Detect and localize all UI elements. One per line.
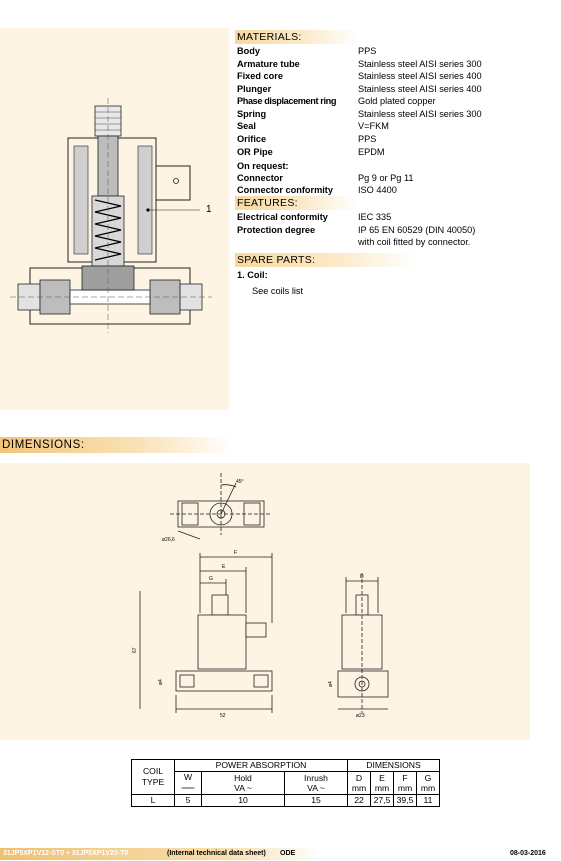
dimensions-drawing-panel (0, 463, 530, 740)
material-value: Stainless steel AISI series 400 (358, 71, 482, 81)
material-value: Stainless steel AISI series 300 (358, 58, 482, 69)
material-value: Gold plated copper (358, 96, 436, 106)
footer (0, 848, 561, 860)
material-label: Plunger (237, 83, 272, 94)
section-callout-label: 1 (206, 204, 212, 215)
material-value: PPS (358, 134, 377, 144)
top-view-drawing (170, 473, 272, 539)
table-cell-hold: 10 (202, 795, 285, 807)
valve-section-drawing (0, 28, 229, 410)
table-cell-type: L (132, 795, 175, 807)
front-view-drawing (140, 553, 272, 713)
table-row (132, 795, 440, 807)
table-cell-e: 27,5 (371, 795, 394, 807)
table-cell-inrush: 15 (285, 795, 348, 807)
table-header-g: G mm (417, 772, 440, 795)
table-cell-w: 5 (175, 795, 202, 807)
side-view-base-label: ø23 (356, 713, 365, 719)
material-value: PPS (358, 46, 377, 56)
footer-code: 31JP5XP1V12-ST0 ÷ 31JP5XP1V23-T0 (3, 850, 129, 857)
material-label: Phase displacement ring (237, 96, 337, 106)
coil-spec-table (131, 759, 440, 807)
feature-value: IEC 335 (358, 212, 392, 222)
on-request-label: On request: (237, 161, 289, 171)
material-label: Fixed core (237, 71, 283, 81)
feature-value-continued: with coil fitted by connector. (358, 237, 471, 247)
material-label: Orifice (237, 134, 267, 144)
table-header-hold: Hold VA ~ (202, 772, 285, 795)
side-view-D-label: D (360, 574, 364, 580)
material-label: Seal (237, 121, 256, 131)
footer-date: 08-03-2016 (510, 850, 546, 857)
dimensions-header: DIMENSIONS: (0, 437, 232, 453)
side-view-port-label: ø4 (328, 681, 334, 687)
feature-value: IP 65 EN 60529 (DIN 40050) (358, 225, 476, 235)
footer-brand: ODE (280, 850, 296, 857)
table-header-f: F mm (394, 772, 417, 795)
table-cell-g: 11 (417, 795, 440, 807)
material-label: Body (237, 46, 260, 56)
section-drawing-panel (0, 28, 229, 410)
front-view-height-label: 67 (132, 647, 138, 653)
top-view-angle-label: 45° (236, 479, 244, 485)
material-label: Armature tube (237, 58, 300, 69)
front-view-G-label: G (209, 576, 213, 582)
material-label: OR Pipe (237, 146, 273, 157)
material-label: Connector (237, 173, 283, 183)
material-value: Stainless steel AISI series 400 (358, 83, 482, 94)
material-value: Pg 9 or Pg 11 (358, 173, 414, 183)
dimension-drawings (0, 463, 530, 740)
material-value: ISO 4400 (358, 185, 397, 195)
table-header-w: W ═══ (175, 772, 202, 795)
top-view-dia-label: ø26,6 (162, 537, 175, 543)
table-cell-d: 22 (348, 795, 371, 807)
material-value: V=FKM (358, 121, 389, 131)
side-view-drawing (338, 573, 388, 713)
footer-note: (Internal technical data sheet) (167, 850, 266, 857)
front-view-port-label: ø4 (158, 679, 164, 685)
material-label: Spring (237, 108, 267, 119)
table-header-dimensions: DIMENSIONS (348, 760, 440, 772)
features-header: FEATURES: (235, 196, 357, 210)
feature-label: Protection degree (237, 225, 316, 235)
table-header-inrush: Inrush VA ~ (285, 772, 348, 795)
feature-label: Electrical conformity (237, 212, 328, 222)
materials-header: MATERIALS: (235, 30, 357, 44)
table-cell-f: 39,5 (394, 795, 417, 807)
table-header-e: E mm (371, 772, 394, 795)
front-view-F-label: F (234, 550, 238, 556)
front-view-width-label: 52 (220, 713, 226, 719)
front-view-E-label: E (222, 564, 226, 570)
table-header-d: D mm (348, 772, 371, 795)
table-header-coil-type: COIL TYPE (132, 760, 175, 795)
spare-part-item: 1. Coil: (237, 270, 268, 280)
spare-part-note: See coils list (252, 286, 304, 296)
material-value: EPDM (358, 146, 385, 157)
material-label: Connector conformity (237, 185, 333, 195)
table-header-power-absorption: POWER ABSORPTION (175, 760, 348, 772)
spare-parts-header: SPARE PARTS: (235, 253, 417, 267)
material-value: Stainless steel AISI series 300 (358, 108, 482, 119)
